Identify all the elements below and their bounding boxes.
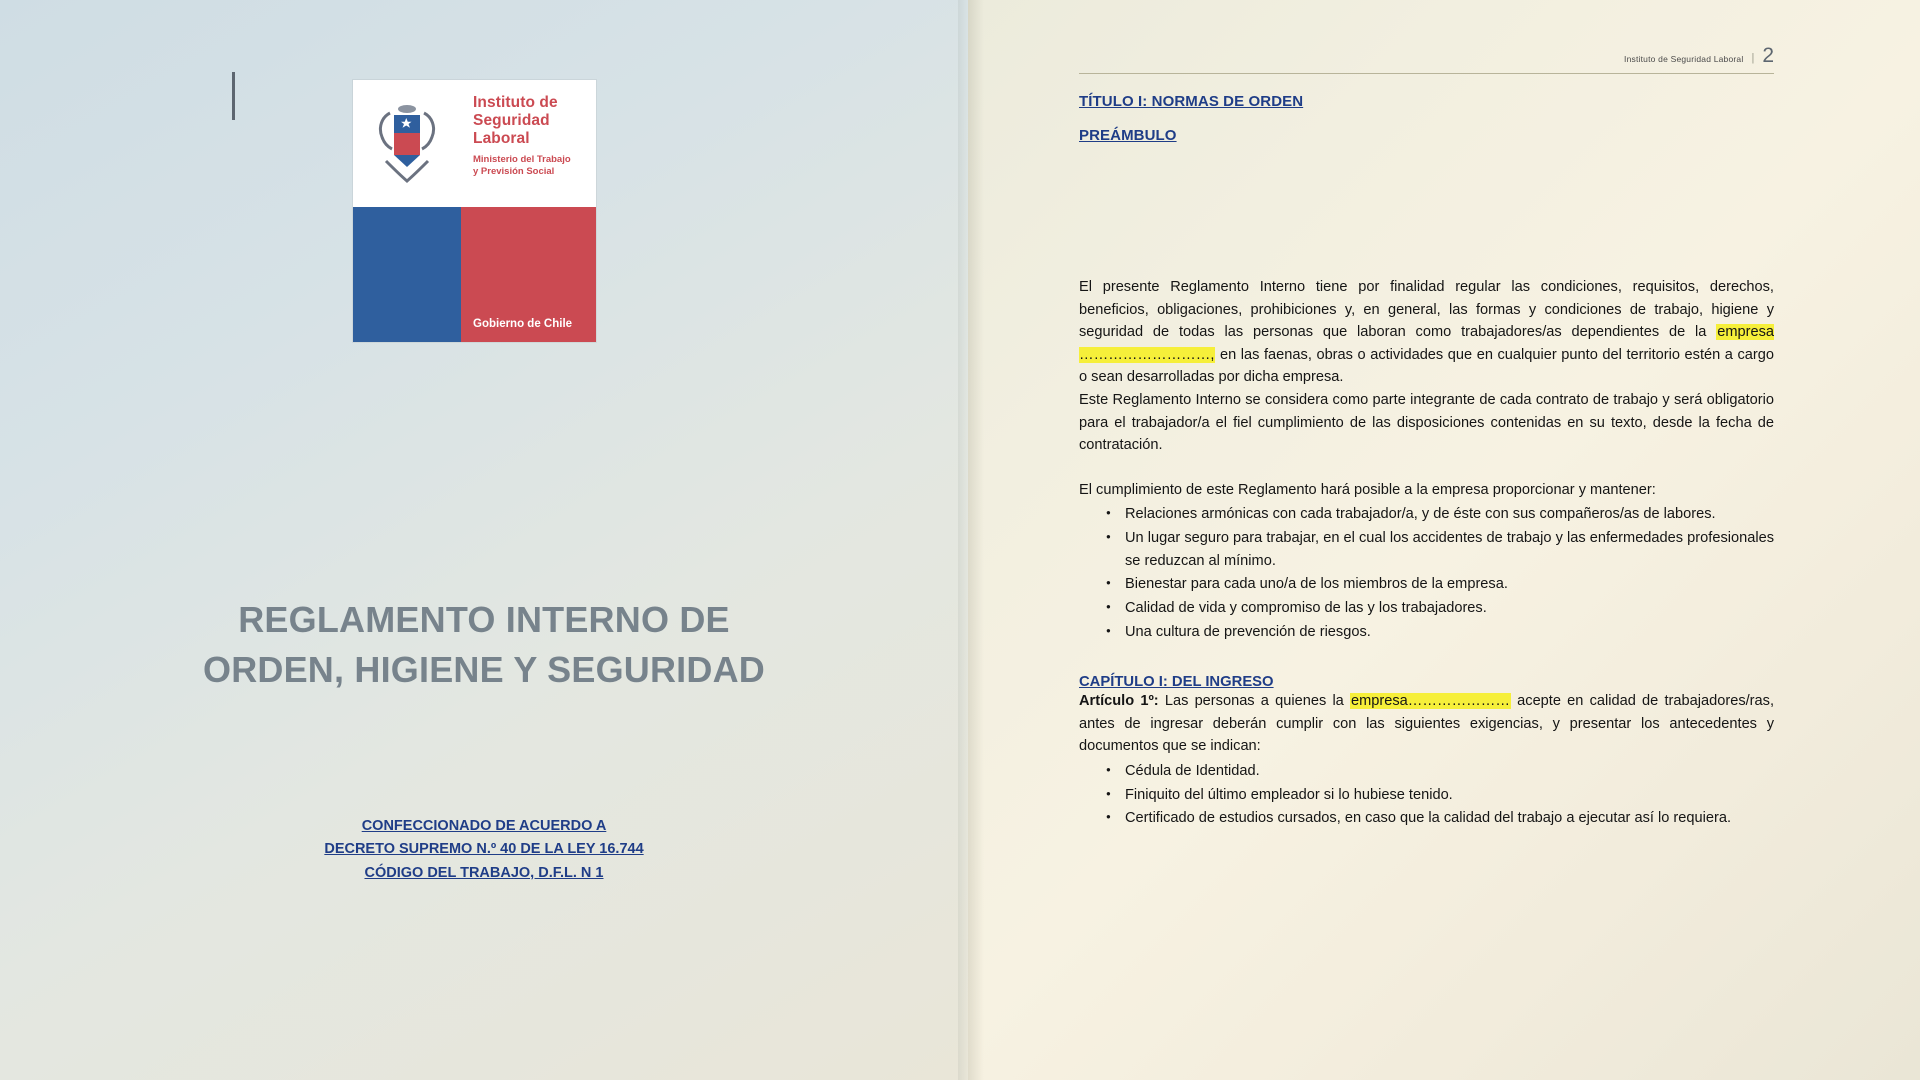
list-item: ● Cédula de Identidad. xyxy=(1125,760,1774,783)
logo-ministry-line2: y Previsión Social xyxy=(473,165,555,177)
page-header-separator: | xyxy=(1751,52,1755,64)
logo-institution-name xyxy=(473,94,586,148)
list-item: ● Calidad de vida y compromiso de las y los trabajadores. xyxy=(1125,597,1774,620)
page-number: 2 xyxy=(1762,44,1774,67)
logo-ministry-line1: Ministerio del Trabajo xyxy=(473,154,571,166)
bullet-list-requirements xyxy=(1079,760,1774,830)
body-block xyxy=(1079,276,1774,830)
logo-government-label: Gobierno de Chile xyxy=(473,318,573,330)
paragraph-1-highlight: empresa ………………………, xyxy=(1079,324,1774,363)
cover-subtitle-line2: DECRETO SUPREMO N.º 40 DE LA LEY 16.744 xyxy=(324,841,644,858)
content-page xyxy=(968,0,1920,1080)
cover-subtitle-line1: CONFECCIONADO DE ACUERDO A xyxy=(361,818,607,834)
logo-red-block xyxy=(461,207,596,342)
list-item: ● Finiquito del último empleador si lo hubiese tenido. xyxy=(1125,784,1774,807)
paragraph-3: El cumplimiento de este Reglamento hará posible a la empresa proporcionar y mantener: xyxy=(1079,481,1656,498)
list-item: ● Una cultura de prevención de riesgos. xyxy=(1125,621,1774,644)
paragraph-1-part1: El presente Reglamento Interno tiene por finalidad regular las condiciones, requisitos, derechos, beneficios, obligaciones, prohibiciones y, en general, las formas y condiciones de trabajo, higiene y seguridad de todas las personas que laboran como trabajadores/as dependientes de la xyxy=(1079,279,1774,341)
logo-blue-block xyxy=(353,207,461,342)
logo-right-column xyxy=(461,80,596,342)
cover-subtitle-line3: CÓDIGO DEL TRABAJO, D.F.L. N 1 xyxy=(364,864,604,881)
logo-left-column xyxy=(353,80,461,342)
page-header-institution: Instituto de Seguridad Laboral xyxy=(1624,54,1744,64)
logo-text-area xyxy=(461,80,596,207)
cover-title-line2: ORDEN, HIGIENE Y SEGURIDAD xyxy=(203,649,765,691)
cover-title xyxy=(0,595,968,696)
page-content xyxy=(1079,0,1774,1080)
article-highlight: empresa………………… xyxy=(1351,693,1510,710)
paragraph-2: Este Reglamento Interno se considera como parte integrante de cada contrato de trabajo y será obligatorio para el trabajador/a el fiel cumplimiento de las disposiciones contenidas en su texto, desde la fecha de contratación. xyxy=(1079,392,1774,454)
article-part1: Las personas a quienes la xyxy=(1158,693,1351,710)
cover-subtitle xyxy=(0,815,968,885)
paragraph-gap xyxy=(1079,457,1774,479)
article-label: Artículo 1º: xyxy=(1079,693,1159,710)
logo-ministry xyxy=(473,154,586,177)
cover-title-line1: REGLAMENTO INTERNO DE xyxy=(238,599,730,640)
paragraph-1 xyxy=(1079,276,1774,389)
section-subtitle: PREÁMBULO xyxy=(1079,127,1177,144)
logo-institution-line3: Laboral xyxy=(473,130,530,148)
list-item: ● Bienestar para cada uno/a de los miembros de la empresa. xyxy=(1125,573,1774,596)
cover-accent-bar xyxy=(232,72,235,120)
list-item: ● Relaciones armónicas con cada trabajador/a, y de éste con sus compañeros/as de labores. xyxy=(1125,503,1774,526)
chile-coat-of-arms-icon xyxy=(370,101,444,187)
logo-institution-line2: Seguridad xyxy=(473,112,550,130)
page-header xyxy=(1079,0,1774,74)
bullet-list-benefits xyxy=(1079,503,1774,643)
list-item: ● Certificado de estudios cursados, en caso que la calidad del trabajo a ejecutar así lo requiera. xyxy=(1125,807,1774,830)
article-1 xyxy=(1079,690,1774,758)
isl-logo xyxy=(353,80,596,342)
chapter-title: CAPÍTULO I: DEL INGRESO xyxy=(1079,674,1274,691)
logo-emblem-area xyxy=(353,80,461,207)
logo-institution-line1: Instituto de xyxy=(473,94,558,111)
article-part2: acepte en calidad de trabajadores/ras, antes de ingresar deberán cumplir con las siguientes exigencias, y presentar los antecedentes y documentos que se indican: xyxy=(1079,693,1774,755)
list-item: ● Un lugar seguro para trabajar, en el cual los accidentes de trabajo y las enfermedades profesionales se reduzcan al mínimo. xyxy=(1125,527,1774,572)
paragraph-1-part2: en las faenas, obras o actividades que en cualquier punto del territorio estén a cargo o sean desarrolladas por dicha empresa. xyxy=(1079,346,1774,386)
section-title: TÍTULO I: NORMAS DE ORDEN xyxy=(1079,93,1304,110)
